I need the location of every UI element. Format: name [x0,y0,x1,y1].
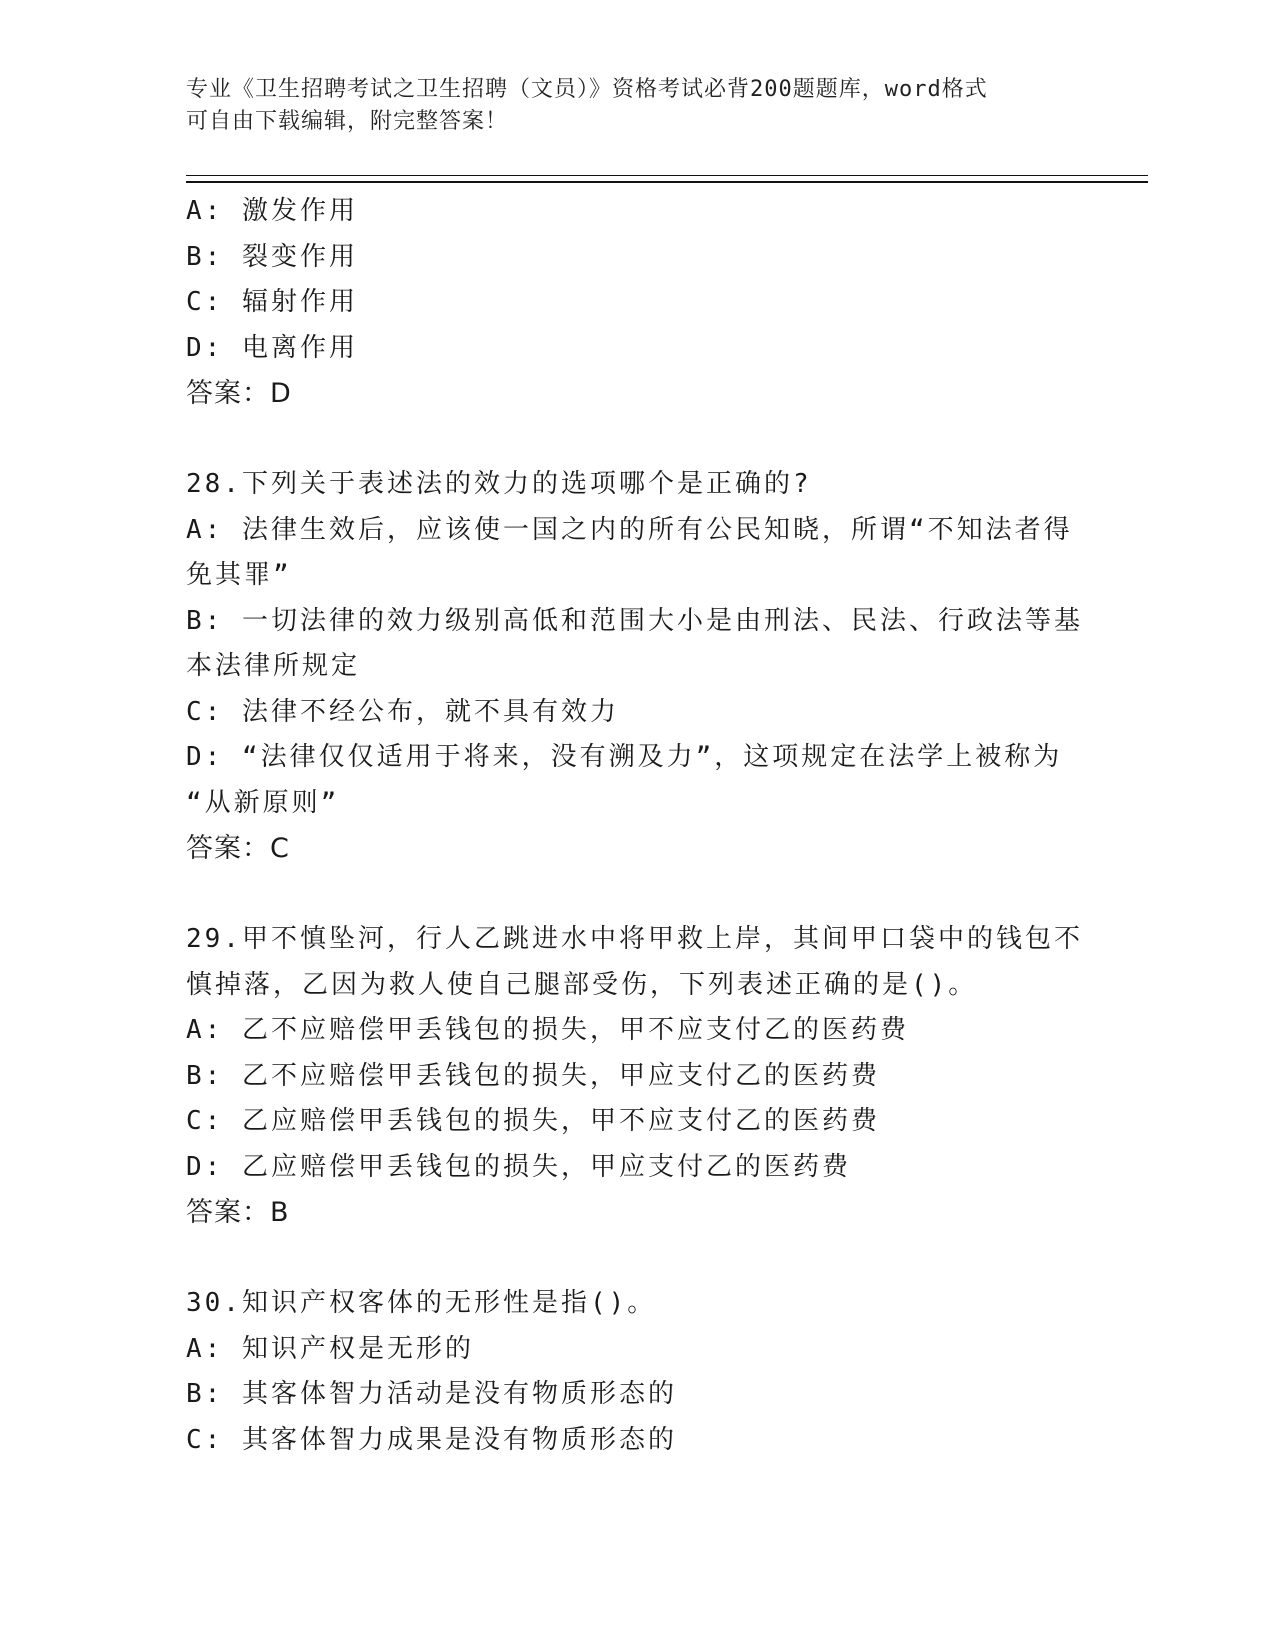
q29-answer: 答案：B [186,1197,290,1228]
q29-question-line-1: 29.甲不慎坠河，行人乙跳进水中将甲救上岸，其间甲口袋中的钱包不 [186,924,1083,954]
q28-option-a-line-1: A: 法律生效后，应该使一国之内的所有公民知晓，所谓“不知法者得 [186,514,1073,545]
question-30-block [186,1281,1086,1463]
q27-option-c: C: 辐射作用 [186,287,358,317]
q29-option-d: D: 乙应赔偿甲丢钱包的损失，甲应支付乙的医药费 [186,1151,851,1182]
q30-option-b: B: 其客体智力活动是没有物质形态的 [186,1379,677,1409]
spacer [186,1236,1086,1282]
q28-option-a-line-2: 免其罪” [186,560,292,590]
q29-option-b: B: 乙不应赔偿甲丢钱包的损失，甲应支付乙的医药费 [186,1060,880,1091]
q29-option-a: A: 乙不应赔偿甲丢钱包的损失，甲不应支付乙的医药费 [186,1015,909,1045]
spacer [186,872,1086,918]
q29-option-c: C: 乙应赔偿甲丢钱包的损失，甲不应支付乙的医药费 [186,1106,880,1136]
header-divider-thin [186,175,1148,176]
header-title-line-2: 可自由下载编辑，附完整答案！ [186,109,509,134]
q28-option-b-line-1: B: 一切法律的效力级别高低和范围大小是由刑法、民法、行政法等基 [186,605,1083,636]
q28-option-d-line-1: D: “法律仅仅适用于将来，没有溯及力”，这项规定在法学上被称为 [186,742,1063,772]
q30-option-c: C: 其客体智力成果是没有物质形态的 [186,1424,677,1455]
document-header [186,74,1066,138]
question-29-block [186,917,1086,1236]
q29-question-line-2: 慎掉落，乙因为救人使自己腿部受伤，下列表述正确的是()。 [186,969,978,1000]
q30-option-a: A: 知识产权是无形的 [186,1333,474,1364]
q28-option-d-line-2: “从新原则” [186,787,340,818]
q28-option-b-line-2: 本法律所规定 [186,651,361,681]
q27-option-a: A: 激发作用 [186,196,358,226]
question-28-block [186,462,1086,872]
spacer [186,417,1086,463]
q28-option-c: C: 法律不经公布，就不具有效力 [186,696,619,727]
header-divider-thick [186,181,1148,183]
header-title-line-1: 专业《卫生招聘考试之卫生招聘（文员）》资格考试必背200题题库，word格式 [186,77,988,102]
q27-option-d: D: 电离作用 [186,332,358,363]
q28-answer: 答案：C [186,833,290,864]
q30-question: 30.知识产权客体的无形性是指()。 [186,1288,657,1318]
question-27-block [186,189,1086,417]
q27-answer: 答案：D [186,378,292,409]
q28-question: 28.下列关于表述法的效力的选项哪个是正确的? [186,469,812,499]
question-content [186,189,1086,1463]
q27-option-b: B: 裂变作用 [186,241,358,272]
